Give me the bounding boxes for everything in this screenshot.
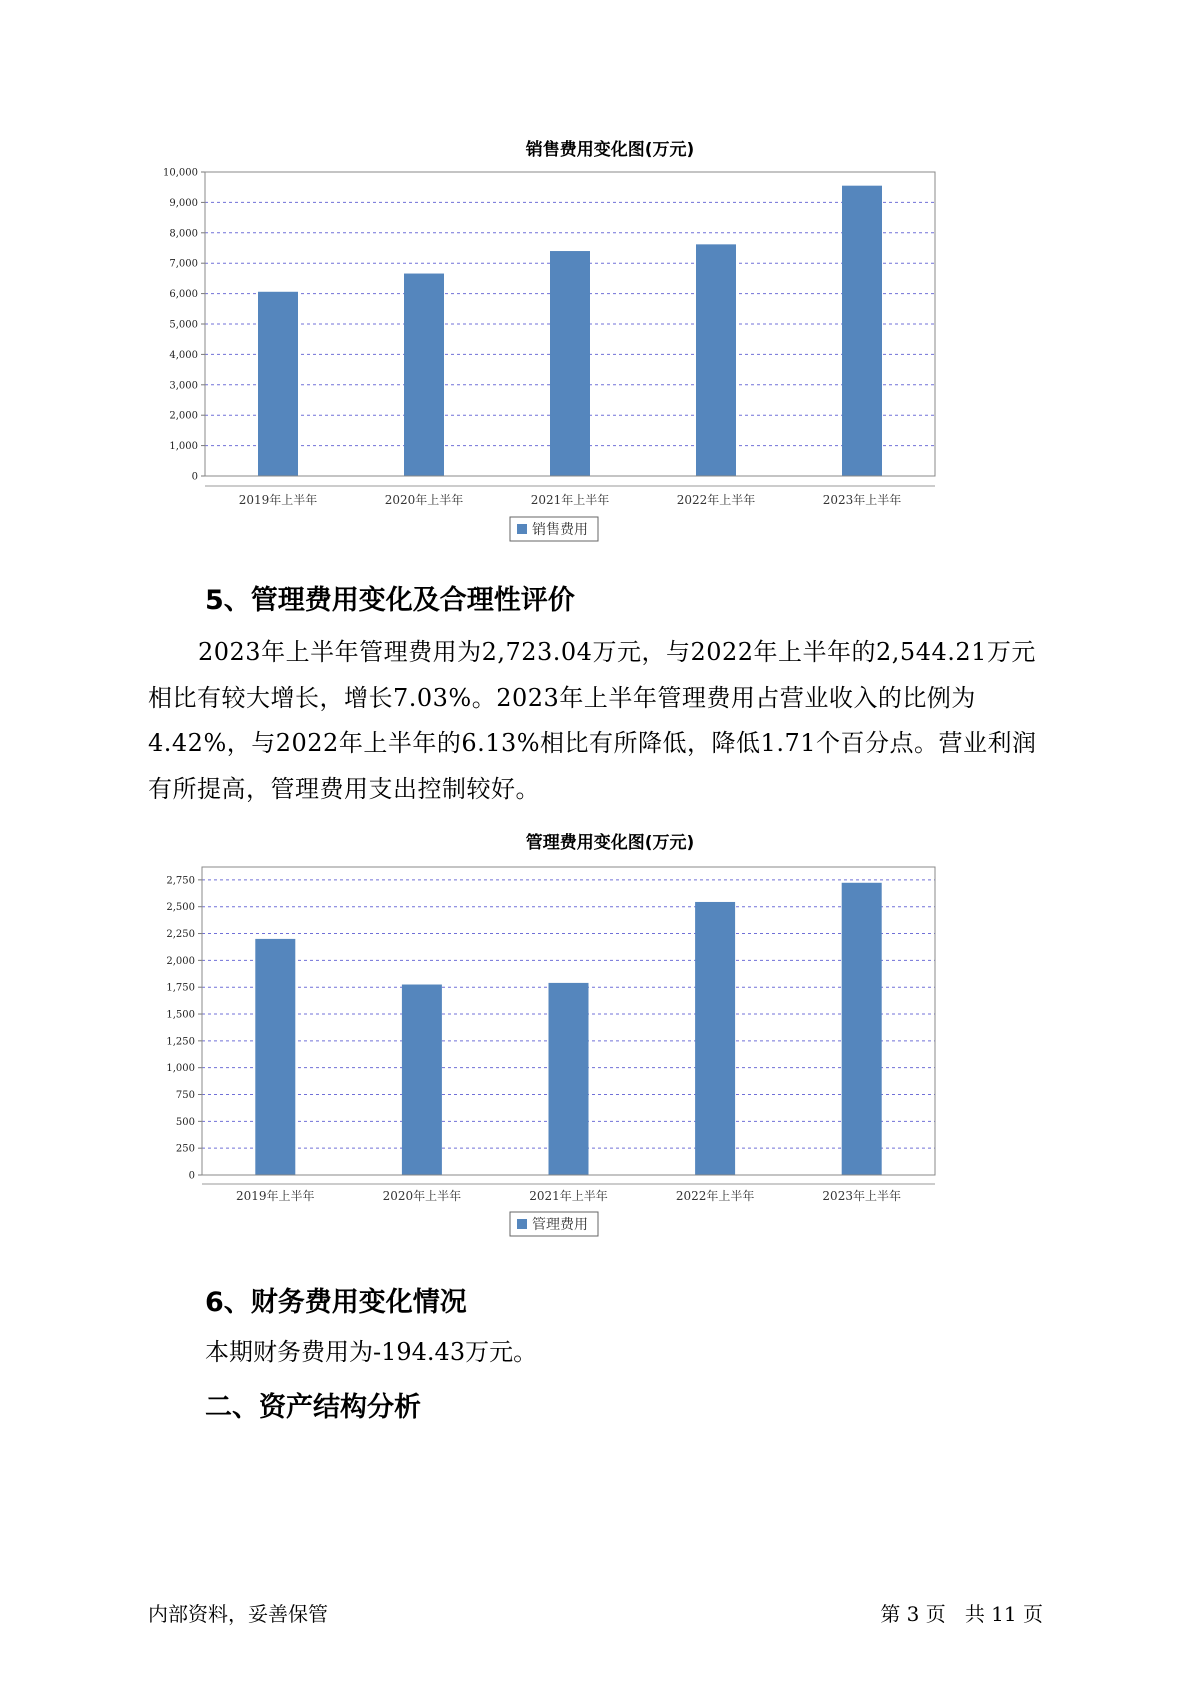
y-tick-label: 1,250 <box>166 1036 195 1048</box>
bar-5 <box>842 883 882 1175</box>
y-tick-label: 5,000 <box>169 319 198 331</box>
y-tick-label: 8,000 <box>169 228 198 240</box>
y-tick-label: 1,000 <box>166 1063 195 1075</box>
y-tick-label: 2,000 <box>169 410 198 422</box>
y-tick-label: 1,000 <box>169 441 198 453</box>
sales-expense-chart-svg <box>150 130 1020 590</box>
bar-5 <box>842 186 882 476</box>
x-tick-label: 2019年上半年 <box>236 1189 315 1203</box>
section-6-text: 本期财务费用为-194.43万元。 <box>205 1338 538 1366</box>
bar-1 <box>255 939 295 1175</box>
legend-label: 销售费用 <box>532 522 588 538</box>
y-tick-label: 9,000 <box>169 197 198 209</box>
bar-2 <box>404 274 444 476</box>
management-expense-chart <box>150 823 1020 1243</box>
x-tick-label: 2020年上半年 <box>384 493 464 507</box>
y-tick-label: 3,000 <box>169 380 198 392</box>
x-tick-label: 2021年上半年 <box>529 1189 608 1203</box>
x-tick-label: 2019年上半年 <box>238 493 318 507</box>
y-tick-label: 750 <box>175 1090 195 1102</box>
y-tick-label: 2,500 <box>166 902 195 914</box>
y-tick-label: 0 <box>188 1170 195 1182</box>
legend-label: 管理费用 <box>532 1217 588 1233</box>
section-5-paragraph: 2023年上半年管理费用为2,723.04万元，与2022年上半年的2,544.21万元相比有较大增长，增长7.03%。2023年上半年管理费用占营业收入的比例为4.42%，与2022年上半年的6.13%相比有所降低，降低1.71个百分点。营业利润有所提高，管理费用支出控制较好。 <box>148 638 1037 803</box>
y-tick-label: 1,500 <box>166 1009 195 1021</box>
y-tick-label: 4,000 <box>169 349 198 361</box>
footer-left: 内部资料，妥善保管 <box>148 1602 328 1626</box>
legend-swatch <box>517 1219 527 1229</box>
y-tick-label: 2,000 <box>166 955 195 967</box>
y-tick-label: 6,000 <box>169 289 198 301</box>
bar-3 <box>550 251 590 476</box>
x-tick-label: 2022年上半年 <box>676 493 756 507</box>
x-tick-label: 2020年上半年 <box>382 1189 462 1203</box>
x-tick-label: 2022年上半年 <box>675 1189 755 1203</box>
y-tick-label: 1,750 <box>166 982 195 994</box>
x-tick-label: 2023年上半年 <box>822 1189 901 1203</box>
management-expense-chart-svg <box>150 823 1020 1243</box>
chart-legend <box>510 517 598 541</box>
section-6-heading: 6、财务费用变化情况 <box>205 1287 467 1318</box>
y-tick-label: 2,250 <box>166 929 195 941</box>
chart-legend <box>510 1212 598 1236</box>
bar-1 <box>258 292 298 476</box>
bar-2 <box>402 985 442 1175</box>
footer-page-number: 第 3 页 共 11 页 <box>880 1602 1043 1626</box>
y-tick-label: 0 <box>191 471 198 483</box>
sales-expense-chart <box>150 130 1020 590</box>
chart-title: 销售费用变化图(万元) <box>525 140 695 160</box>
bar-4 <box>695 902 735 1175</box>
bar-4 <box>696 244 736 476</box>
y-tick-label: 250 <box>175 1143 195 1155</box>
y-tick-label: 10,000 <box>163 167 198 179</box>
chart-title: 管理费用变化图(万元) <box>525 833 695 853</box>
section-5-heading: 5、管理费用变化及合理性评价 <box>205 585 575 616</box>
y-tick-label: 7,000 <box>169 258 198 270</box>
x-tick-label: 2021年上半年 <box>530 493 610 507</box>
section-two-heading: 二、资产结构分析 <box>205 1392 421 1423</box>
y-tick-label: 2,750 <box>166 875 195 887</box>
legend-swatch <box>517 524 527 534</box>
x-tick-label: 2023年上半年 <box>822 493 902 507</box>
y-tick-label: 500 <box>175 1116 195 1128</box>
bar-3 <box>549 983 589 1175</box>
